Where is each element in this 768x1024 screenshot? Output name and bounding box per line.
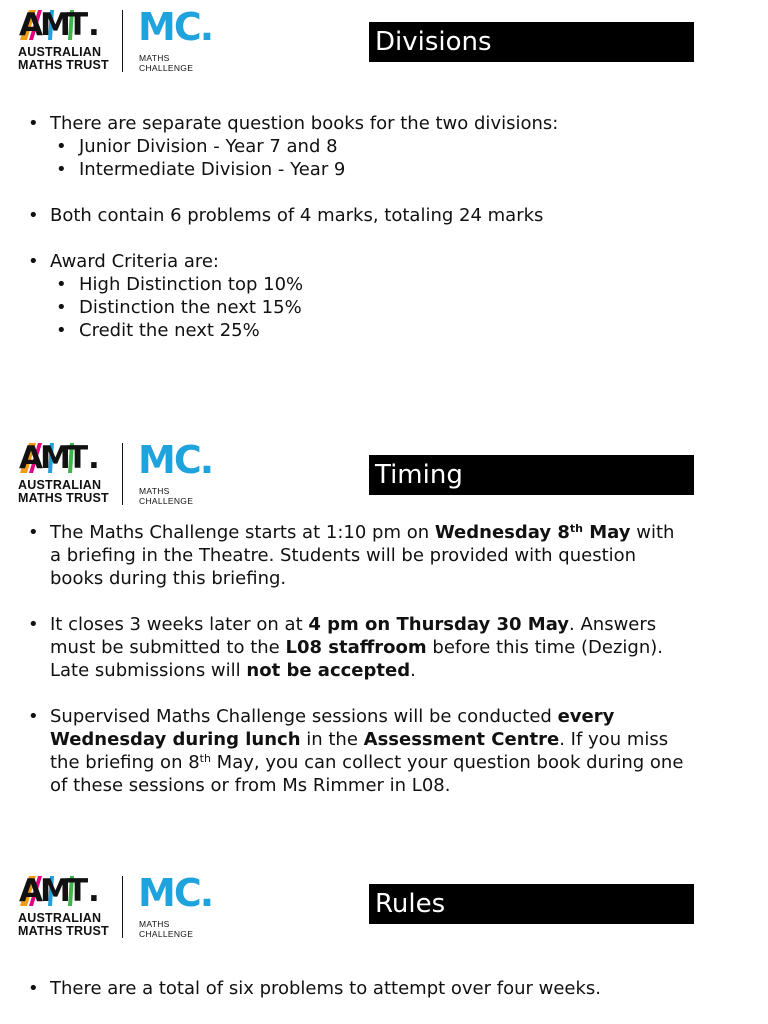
amt-mc-logo xyxy=(18,438,223,509)
text-run: in the xyxy=(300,729,364,750)
superscript: th xyxy=(569,522,583,535)
bold-run: May xyxy=(582,522,631,543)
mc-wordmark: MC. xyxy=(138,5,213,49)
list-item xyxy=(28,521,688,590)
amt-mc-logo xyxy=(18,5,223,76)
bold-run: not be accepted xyxy=(246,660,411,681)
amt-letter-t: T xyxy=(67,7,87,43)
list-item: • Both contain 6 problems of 4 marks, totaling 24 marks xyxy=(28,204,688,227)
text-run: It closes 3 weeks later on at xyxy=(50,614,309,635)
text-run: . xyxy=(410,660,416,681)
mc-wordmark: MC. xyxy=(138,871,213,915)
text-run: . Answers must be submitted to the xyxy=(50,614,657,658)
amt-letter-m: M xyxy=(40,7,69,43)
logo-divider xyxy=(122,10,123,72)
bold-run: L08 staffroom xyxy=(285,637,427,658)
text-run: with a briefing in the Theatre. Students will be provided with question books during this briefing. xyxy=(50,522,675,589)
sub-list-item: • Intermediate Division - Year 9 xyxy=(50,158,688,181)
amt-letter-a: A xyxy=(19,7,41,43)
amt-letter-t: T xyxy=(67,873,87,909)
slide-title: Rules xyxy=(369,884,694,924)
slide-title: Timing xyxy=(369,455,694,495)
amt-line1: AUSTRALIAN xyxy=(18,478,102,492)
text-run: May, you can collect your question book during one of these sessions or from Ms Rimmer in L08. xyxy=(50,752,684,796)
mc-line1: MATHS xyxy=(139,919,170,929)
mc-line2: CHALLENGE xyxy=(139,63,194,73)
list-item: • There are a total of six problems to attempt over four weeks. xyxy=(28,977,688,1000)
sub-list-item: • High Distinction top 10% xyxy=(50,273,688,296)
amt-line1: AUSTRALIAN xyxy=(18,911,102,925)
superscript: th xyxy=(199,752,211,765)
mc-subtitle xyxy=(139,53,193,73)
slide-title: Divisions xyxy=(369,22,694,62)
sub-list xyxy=(50,273,688,342)
logo-divider xyxy=(122,876,123,938)
bold-run: Wednesday 8 xyxy=(434,522,570,543)
amt-letter-m: M xyxy=(40,440,69,476)
mc-line2: CHALLENGE xyxy=(139,929,194,939)
text-run: . If you miss the briefing on 8 xyxy=(50,729,669,773)
amt-mc-logo xyxy=(18,871,223,942)
list-item xyxy=(28,250,688,342)
amt-letter-a: A xyxy=(19,440,41,476)
bold-run: every Wednesday during lunch xyxy=(50,706,615,750)
bullet-text: Award Criteria are: xyxy=(50,251,219,272)
mc-line1: MATHS xyxy=(139,53,170,63)
text-run: The Maths Challenge starts at 1:10 pm on xyxy=(50,522,435,543)
amt-letter-dot: . xyxy=(88,7,98,43)
amt-letter-dot: . xyxy=(88,873,98,909)
bold-run: 4 pm on Thursday 30 May xyxy=(308,614,570,635)
sub-list-item: • Distinction the next 15% xyxy=(50,296,688,319)
amt-line2: MATHS TRUST xyxy=(18,58,109,72)
mc-line1: MATHS xyxy=(139,486,170,496)
amt-line1: AUSTRALIAN xyxy=(18,45,102,59)
amt-letter-t: T xyxy=(67,440,87,476)
text-run: Supervised Maths Challenge sessions will be conducted xyxy=(50,706,558,727)
amt-letter-m: M xyxy=(40,873,69,909)
sub-list xyxy=(50,135,688,181)
amt-letter-a: A xyxy=(19,873,41,909)
rules-list xyxy=(28,977,688,1000)
mc-line2: CHALLENGE xyxy=(139,496,194,506)
mc-wordmark: MC. xyxy=(138,438,213,482)
bullet-text: There are separate question books for the two divisions: xyxy=(50,113,559,134)
sub-list-item: • Credit the next 25% xyxy=(50,319,688,342)
amt-line2: MATHS TRUST xyxy=(18,491,109,505)
bold-run: Assessment Centre xyxy=(363,729,560,750)
list-item xyxy=(28,705,688,797)
timing-list xyxy=(28,521,688,797)
list-item xyxy=(28,613,688,682)
amt-letter-dot: . xyxy=(88,440,98,476)
mc-subtitle xyxy=(139,486,193,506)
list-item xyxy=(28,112,688,181)
sub-list-item: • Junior Division - Year 7 and 8 xyxy=(50,135,688,158)
logo-divider xyxy=(122,443,123,505)
amt-line2: MATHS TRUST xyxy=(18,924,109,938)
mc-subtitle xyxy=(139,919,193,939)
divisions-list xyxy=(28,112,688,342)
text-run: before this time (Dezign). Late submissions will xyxy=(50,637,663,681)
